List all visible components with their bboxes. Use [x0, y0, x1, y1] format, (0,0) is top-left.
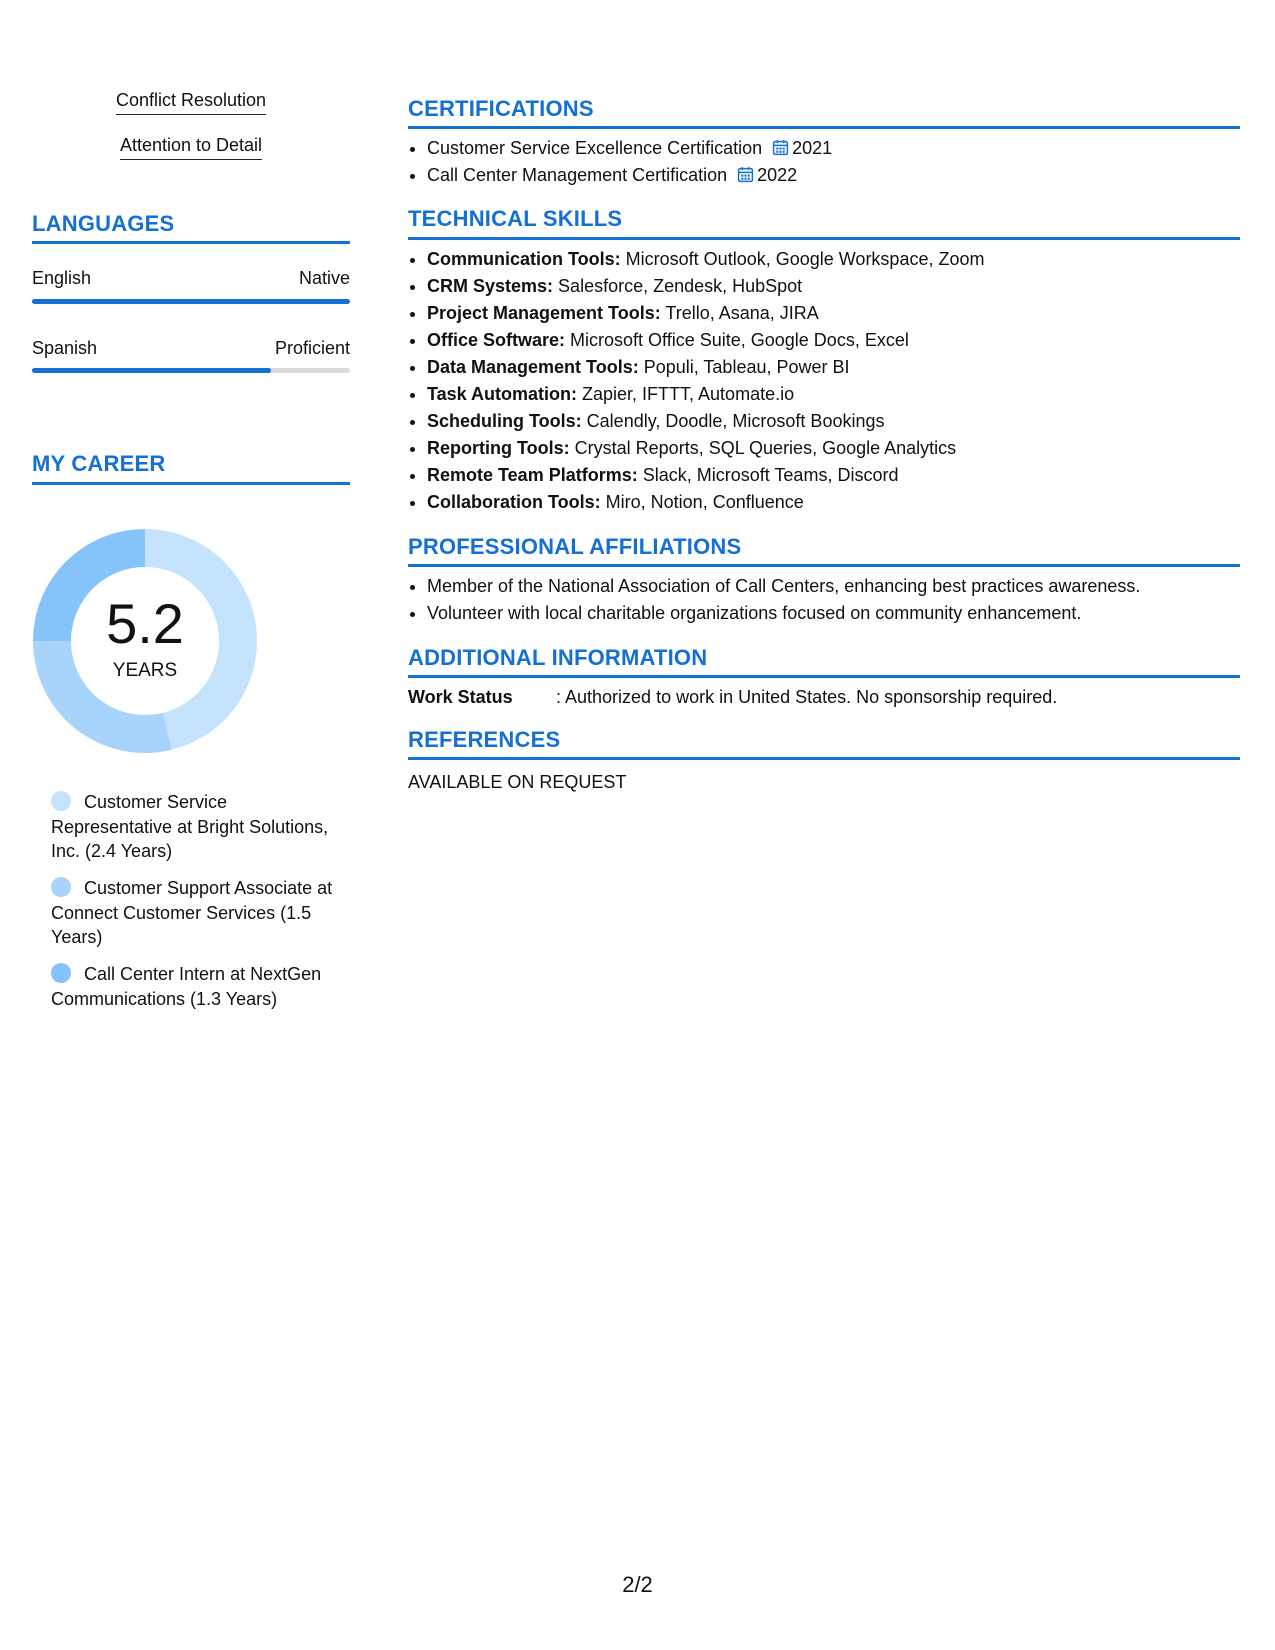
affiliations-heading: PROFESSIONAL AFFILIATIONS — [408, 534, 742, 559]
technical-skills-divider — [408, 237, 1240, 240]
technical-skill-item: • Reporting Tools: Crystal Reports, SQL Queries, Google Analytics — [427, 435, 984, 462]
technical-skill-item: • Office Software: Microsoft Office Suite, Google Docs, Excel — [427, 327, 984, 354]
skill-item: Conflict Resolution — [32, 88, 350, 115]
language-bar-fill — [32, 368, 271, 373]
certification-year: 2022 — [757, 165, 798, 185]
language-bar-fill — [32, 299, 350, 304]
certifications-divider — [408, 126, 1240, 129]
additional-info-heading: ADDITIONAL INFORMATION — [408, 645, 708, 670]
technical-skill-item: • Task Automation: Zapier, IFTTT, Automate.io — [427, 381, 984, 408]
affiliation-item: • Member of the National Association of Call Centers, enhancing best practices awareness. — [427, 573, 1140, 600]
technical-skill-item: • Remote Team Platforms: Slack, Microsoft Teams, Discord — [427, 462, 984, 489]
career-legend-item: Call Center Intern at NextGen Communications (1.3 Years) — [51, 964, 322, 1009]
technical-skill-item: • Data Management Tools: Populi, Tableau, Power BI — [427, 354, 984, 381]
page-number: 2/2 — [622, 1572, 653, 1597]
career-total-unit: YEARS — [112, 660, 178, 681]
calendar-icon — [772, 139, 789, 156]
work-status-label: Work Status — [408, 687, 513, 707]
affiliation-item: • Volunteer with local charitable organizations focused on community enhancement. — [427, 600, 1140, 627]
career-total — [32, 528, 258, 754]
certification-item: • Customer Service Excellence Certification 2021 — [427, 135, 832, 162]
technical-skill-item: • Communication Tools: Microsoft Outlook, Google Workspace, Zoom — [427, 246, 984, 273]
technical-skill-item: • Collaboration Tools: Miro, Notion, Confluence — [427, 489, 984, 516]
affiliations-divider — [408, 564, 1240, 567]
affiliations-list — [408, 573, 1140, 627]
references-divider — [408, 757, 1240, 760]
legend-dot — [51, 877, 71, 897]
legend-dot — [51, 791, 71, 811]
language-name: Spanish — [32, 338, 98, 358]
references-heading: REFERENCES — [408, 727, 561, 752]
references-text: AVAILABLE ON REQUEST — [408, 772, 627, 792]
work-status-value: : Authorized to work in United States. No sponsorship required. — [556, 687, 1058, 707]
career-divider — [32, 482, 350, 485]
certification-item: • Call Center Management Certification 2022 — [427, 162, 832, 189]
calendar-icon — [737, 166, 754, 183]
technical-skills-heading: TECHNICAL SKILLS — [408, 206, 623, 231]
certifications-list — [408, 135, 832, 189]
language-name: English — [32, 268, 92, 288]
certifications-heading: CERTIFICATIONS — [408, 96, 594, 121]
technical-skill-item: • Scheduling Tools: Calendly, Doodle, Microsoft Bookings — [427, 408, 984, 435]
career-legend-item: Customer Support Associate at Connect Customer Services (1.5 Years) — [51, 878, 333, 947]
technical-skills-list — [408, 246, 984, 516]
career-total-value: 5.2 — [106, 592, 184, 655]
additional-info-divider — [408, 675, 1240, 678]
language-bar-english — [32, 299, 350, 304]
language-level: Native — [298, 268, 350, 288]
skill-item: Attention to Detail — [32, 133, 350, 160]
languages-divider — [32, 241, 350, 244]
technical-skill-item: • Project Management Tools: Trello, Asana, JIRA — [427, 300, 984, 327]
technical-skill-item: • CRM Systems: Salesforce, Zendesk, HubSpot — [427, 273, 984, 300]
career-legend-item: Customer Service Representative at Bright Solutions, Inc. (2.4 Years) — [51, 792, 329, 861]
language-bar-spanish — [32, 368, 350, 373]
certification-year: 2021 — [792, 138, 833, 158]
language-level: Proficient — [274, 338, 350, 358]
legend-dot — [51, 963, 71, 983]
career-heading: MY CAREER — [32, 451, 166, 476]
languages-heading: LANGUAGES — [32, 211, 175, 236]
